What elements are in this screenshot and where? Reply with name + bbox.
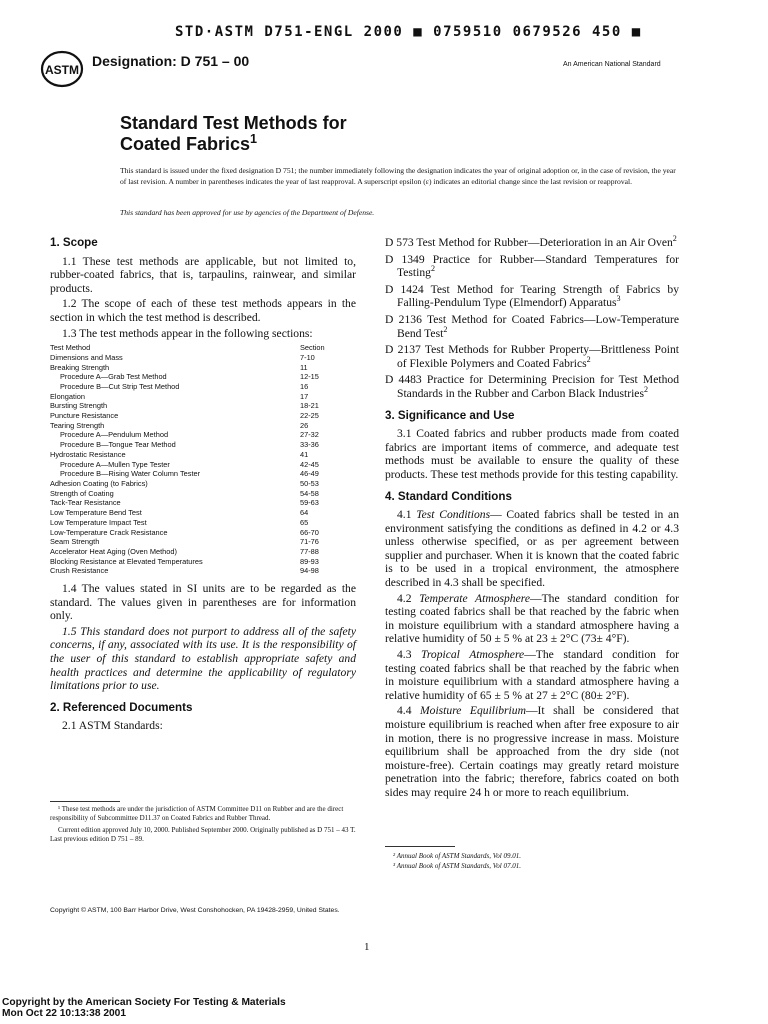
reference-text: D 1424 Test Method for Tearing Strength of Fabrics by Falling-Pendulum Type (Elmendorf) Apparatus [385,282,679,310]
document-id-line: STD·ASTM D751-ENGL 2000 ■ 0759510 0679526 450 ■ [175,24,642,40]
table-header-row [50,343,352,353]
reference-footnote-mark: 2 [672,234,677,244]
astm-logo [40,50,84,88]
table-cell-section: 7-10 [300,352,315,362]
paragraph-1-3: 1.3 The test methods appear in the following sections: [62,326,313,340]
table-cell-section: 22-25 [300,411,319,421]
table-cell-section: 66-70 [300,527,319,537]
paragraph-1-5 [50,625,356,693]
paragraph-4-1 [385,508,679,590]
table-cell-section: 12-15 [300,372,319,382]
reference-item [385,283,679,310]
table-cell-section: 11 [300,362,308,372]
footnote-2 [385,852,675,861]
table-cell-section: 17 [300,391,309,401]
paragraph-4-1-number: 4.1 [397,508,417,522]
table-cell-test-method: Puncture Resistance [50,411,119,421]
table-row [50,460,352,470]
paragraph-1-2: 1.2 The scope of each of these test methods appears in the section in which the test method is described. [50,297,356,324]
reference-footnote-mark: 2 [643,385,649,395]
reference-text: D 4483 Practice for Determining Precision for Test Method Standards in the Rubber and Carbon Black Industries [385,373,679,400]
copyright-stamp-line-1: Copyright by the American Society For Testing & Materials [2,997,286,1008]
paragraph-4-2 [385,592,679,646]
table-cell-section: 41 [300,449,309,459]
table-header-test-method: Test Method [50,343,91,353]
table-cell-section: 16 [300,381,309,391]
footnote-divider-right [385,846,455,847]
footnote-3 [385,862,675,871]
table-cell-section: 59-63 [300,498,319,508]
table-cell-section: 65 [300,517,309,527]
table-cell-section: 89-93 [300,556,319,566]
table-cell-section: 71-76 [300,537,319,547]
left-column [50,236,356,735]
table-cell-section: 27-32 [300,430,319,440]
table-cell-section: 42-45 [300,459,319,469]
paragraph-1-1: 1.1 These test methods are applicable, but not limited to, rubber-coated fabrics, that is, tarpaulins, rainwear, and similar products. [50,254,356,295]
table-cell-test-method: Hydrostatic Resistance [50,449,126,459]
table-header-section: Section [300,343,325,353]
table-cell-section: 50-53 [300,479,319,488]
paragraph-4-2-text: —The standard condition for testing coated fabrics shall be that reached by the fabric when in moisture equilibrium with a standard atmosphere having a relative humidity of 50 ± 5 % at 23 ± 2°C (73± 4°F). [385,591,680,646]
table-cell-section: 46-49 [300,469,319,479]
section-heading-scope: 1. Scope [50,236,98,249]
table-cell-test-method: Tack-Tear Resistance [50,498,121,508]
reference-item [385,313,679,340]
paragraph-4-1-text: — Coated fabrics shall be tested in an environment satisfying the conditions as defined in 4.2 or 4.3 unless otherwise specified, or as per agreement between supplier and purchaser. When it is known that the coated fabric is to be used in a tropical environment, the atmosphere described in 4.3 shall be specified. [385,508,680,590]
svg-text:ASTM: ASTM [45,63,79,77]
paragraph-2-1: 2.1 ASTM Standards: [62,719,163,733]
table-cell-test-method: Low-Temperature Crack Resistance [50,527,168,537]
table-cell-section: 64 [300,508,309,518]
footnote-3-text: ³ Annual Book of ASTM Standards, Vol 07.01. [393,862,521,870]
footnote-1: ¹ These test methods are under the jurisdiction of ASTM Committee D11 on Rubber and are the direct responsibility of Subcommittee D11.37 on Coated Fabrics and Rubber Thread. [50,805,344,822]
astm-copyright-line: Copyright © ASTM, 100 Barr Harbor Drive, West Conshohocken, PA 19428-2959, United States. [50,907,340,914]
designation: Designation: D 751 – 00 [92,53,250,69]
page-number: 1 [364,941,370,953]
table-row [50,489,352,499]
right-column [385,236,679,802]
title-footnote-mark: 1 [250,132,258,146]
reference-footnote-mark: 2 [586,354,591,364]
table-row [50,382,352,392]
paragraph-4-4 [385,704,679,799]
table-cell-test-method: Strength of Coating [50,488,114,498]
paragraph-4-4-text: —It shall be considered that moisture equilibrium is reached when after free exposure to air in motion, there is no progressive increase in mass. Moisture equilibrium shall be approached from the dry side (not moisture-free). Certain coatings may greatly retard moisture penetration into the fabric; therefore, fabrics coated on both sides may require 24 h or more to reach equilibrium. [385,704,680,799]
table-cell-section: 18-21 [300,401,319,411]
table-cell-test-method: Blocking Resistance at Elevated Temperatures [50,556,203,566]
table-row [50,557,352,567]
paragraph-4-4-number: 4.4 [397,704,420,718]
table-cell-test-method: Procedure B—Tongue Tear Method [60,440,176,450]
approval-notice: This standard has been approved for use by agencies of the Department of Defense. [120,208,375,217]
table-row [50,411,352,421]
issuance-notice: This standard is issued under the fixed designation D 751; the number immediately following the designation indicates the year of original adoption or, in the case of revision, the year of last revision. A number in parentheses indicates the year of last reapproval. A superscript epsilon (ε) indicates an editorial change since the last revision or reapproval. [120,166,676,186]
paragraph-4-3-number: 4.3 [397,648,422,662]
table-cell-test-method: Dimensions and Mass [50,352,123,362]
paragraph-4-2-label: Temperate Atmosphere [419,591,530,605]
table-row [50,566,352,576]
footnote-2-text: ² Annual Book of ASTM Standards, Vol 09.01. [393,852,521,860]
paragraph-4-2-number: 4.2 [397,591,420,605]
table-row [50,498,352,508]
table-row [50,469,352,479]
section-heading-significance: 3. Significance and Use [385,408,515,422]
reference-text: D 2137 Test Methods for Rubber Property—Brittleness Point of Flexible Polymers and Coated Fabrics [385,343,679,370]
paragraph-4-3-text: —The standard condition for testing coated fabrics shall be that reached by the fabric when in moisture equilibrium with a standard atmosphere having a relative humidity of 65 ± 5 % at 27 ± 2°C (80± 2°F). [385,648,680,702]
reference-item [385,343,679,370]
copyright-stamp [2,997,286,1019]
footnotes-right [385,852,675,872]
table-row [50,372,352,382]
table-row [50,440,352,450]
reference-text: D 573 Test Method for Rubber—Deterioration in an Air Oven [385,236,673,249]
table-row [50,363,352,373]
table-cell-test-method: Adhesion Coating (to Fabrics) [50,479,148,488]
table-cell-section: 33-36 [300,440,319,450]
table-cell-test-method: Breaking Strength [50,362,110,372]
table-cell-section: 77-88 [300,546,319,556]
paragraph-4-1-label: Test Conditions [416,508,491,522]
table-cell-section: 94-98 [300,566,319,576]
reference-text: D 1349 Practice for Rubber—Standard Temperatures for Testing [385,252,679,280]
paragraph-4-4-label: Moisture Equilibrium [419,704,526,718]
reference-text: D 2136 Test Method for Coated Fabrics—Low-Temperature Bend Test [385,312,679,340]
referenced-documents-list [385,236,679,401]
title-line-2 [120,134,347,155]
table-cell-test-method: Bursting Strength [50,401,108,411]
sections-table [50,343,352,576]
table-cell-test-method: Elongation [50,391,85,401]
table-row [50,479,352,489]
footnotes-left [50,805,362,847]
table-row [50,353,352,363]
table-row [50,508,352,518]
table-row [50,401,352,411]
table-cell-test-method: Accelerator Heat Aging (Oven Method) [50,546,177,556]
table-row [50,450,352,460]
table-cell-test-method: Low Temperature Bend Test [50,508,142,518]
table-cell-test-method: Tearing Strength [50,420,105,430]
table-row [50,518,352,528]
copyright-stamp-line-2: Mon Oct 22 10:13:38 2001 [2,1008,127,1019]
table-cell-section: 26 [300,420,309,430]
table-cell-test-method: Seam Strength [50,537,100,547]
table-row [50,430,352,440]
table-cell-test-method: Procedure B—Rising Water Column Tester [60,469,201,479]
table-cell-test-method: Procedure A—Grab Test Method [60,372,167,382]
table-row [50,392,352,402]
reference-item [385,253,679,280]
paragraph-4-3 [385,648,679,702]
reference-footnote-mark: 2 [430,264,436,274]
title-line-1: Standard Test Methods for [120,113,347,133]
table-row [50,421,352,431]
section-heading-referenced-documents: 2. Referenced Documents [50,700,193,714]
table-cell-test-method: Procedure B—Cut Strip Test Method [60,381,180,391]
table-row [50,547,352,557]
title-line-2-text: Coated Fabrics [120,134,251,154]
paragraph-4-3-label: Tropical Atmosphere [421,648,525,662]
safety-statement: 1.5 This standard does not purport to address all of the safety concerns, if any, associated with its use. It is the responsibility of the user of this standard to establish appropriate safety and health practices and determine the applicability of regulatory limitations prior to use. [50,624,356,693]
page-title [120,113,347,155]
table-cell-section: 54-58 [300,488,319,498]
paragraph-3-1: 3.1 Coated fabrics and rubber products made from coated fabrics are important items of commerce, and adequate test methods must be available to ensure the quality of these products. These test methods provide for this testing capability. [385,427,679,481]
american-national-standard-label: An American National Standard [563,61,661,68]
table-cell-test-method: Procedure A—Pendulum Method [60,430,169,440]
table-cell-test-method: Procedure A—Mullen Type Tester [60,459,170,469]
reference-footnote-mark: 2 [443,324,448,334]
section-heading-standard-conditions: 4. Standard Conditions [385,489,512,503]
table-cell-test-method: Crush Resistance [50,566,109,576]
table-row [50,537,352,547]
footnote-divider [50,801,120,802]
reference-item [385,373,679,400]
reference-footnote-mark: 3 [616,294,621,304]
table-cell-test-method: Low Temperature Impact Test [50,517,147,527]
table-row [50,528,352,538]
reference-item [385,236,679,250]
paragraph-1-4: 1.4 The values stated in SI units are to be regarded as the standard. The values given in parentheses are for information only. [50,582,356,623]
footnote-1-edition: Current edition approved July 10, 2000. Published September 2000. Originally published as D 751 – 43 T. Last previous edition D 751 – 89. [50,826,356,843]
